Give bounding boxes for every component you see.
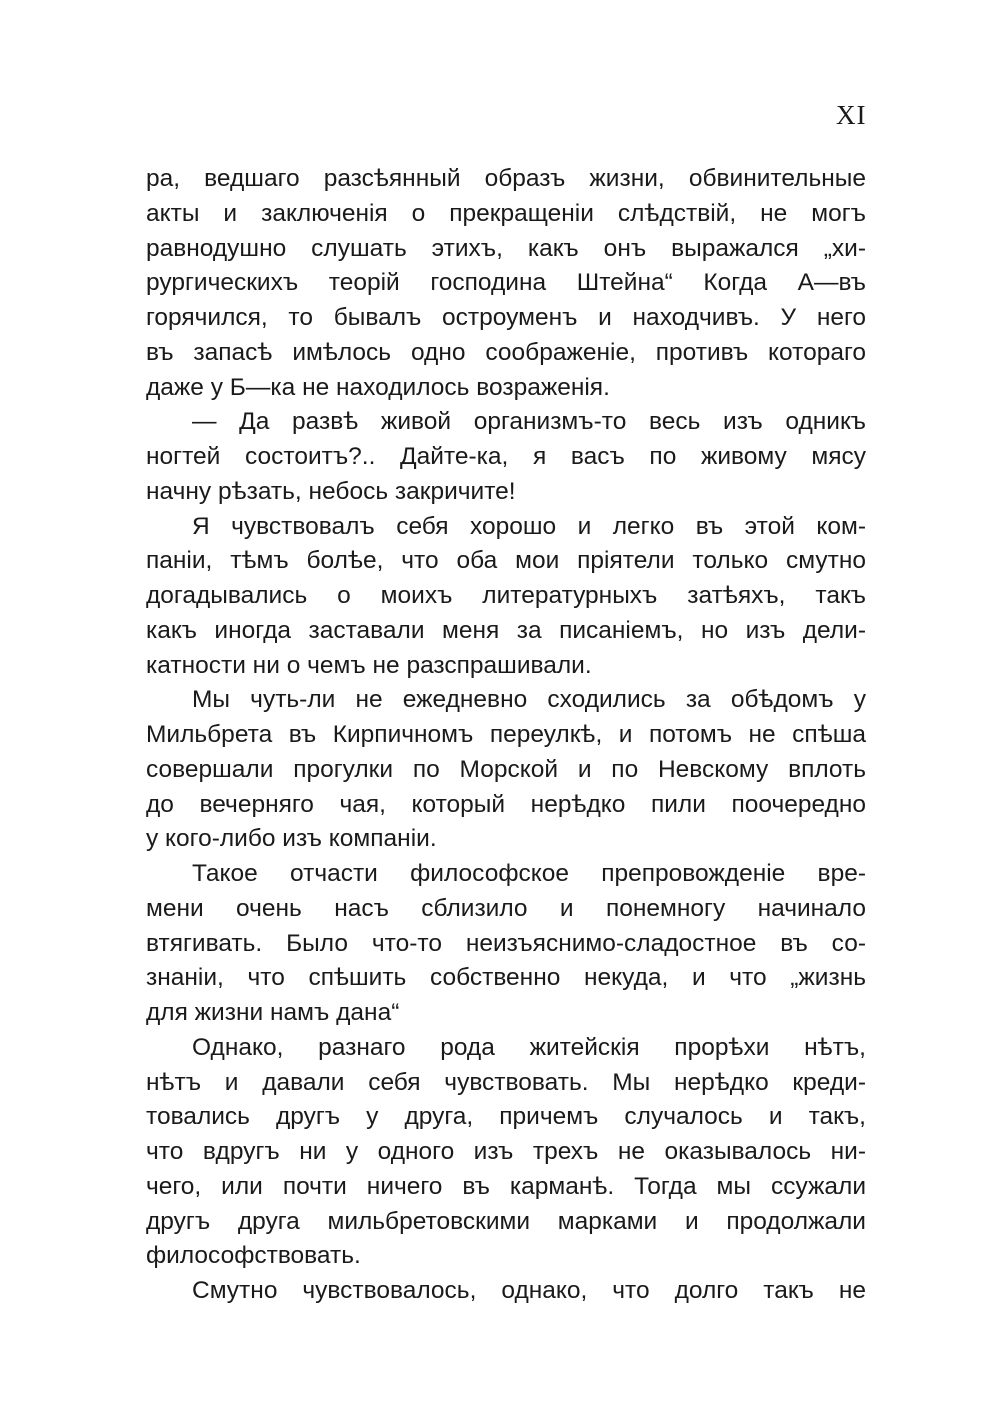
text-line: Смутно чувствовалось, однако, что долго такъ не [192, 1277, 866, 1304]
page-number: XI [836, 100, 867, 130]
text-line: Я чувствовалъ себя хорошо и легко въ этой ком- [192, 512, 866, 540]
text-line: — Да развѣ живой организмъ-то весь изъ одникъ [192, 408, 866, 436]
text-line: паніи, тѣмъ болѣе, что оба мои пріятели только смутно [146, 547, 866, 575]
text-line: горячился, то бывалъ остроуменъ и находчивъ. У него [146, 304, 866, 331]
text-line: Однако, разнаго рода житейскія прорѣхи нѣтъ, [192, 1033, 866, 1061]
text-line: Мы чуть-ли не ежедневно сходились за обѣдомъ у [192, 686, 866, 714]
body-text [146, 162, 866, 1309]
text-line: чего, или почти ничего въ карманѣ. Тогда мы ссужали [146, 1172, 866, 1200]
text-line: ногтей состоитъ?.. Дайте-ка, я васъ по живому мясу [146, 443, 866, 470]
text-line: для жизни намъ дана“ [146, 999, 400, 1026]
text-line: начну рѣзать, небось закричите! [146, 477, 516, 505]
text-line: до вечерняго чая, который нерѣдко пили поочередно [146, 790, 866, 818]
text-line: у кого-либо изъ компаніи. [146, 825, 437, 853]
text-line: акты и заключенія о прекращеніи слѣдствій, не могъ [146, 199, 866, 227]
text-line: мени очень насъ сблизило и понемногу начинало [146, 894, 866, 922]
text-line: что вдругъ ни у одного изъ трехъ не оказывалось ни- [146, 1138, 866, 1165]
text-line: равнодушно слушать этихъ, какъ онъ выражался „хи- [146, 234, 866, 262]
text-line: ра, ведшаго разсѣянный образъ жизни, обвинительные [146, 165, 866, 192]
text-line: товались другъ у друга, причемъ случалось и такъ, [146, 1103, 866, 1131]
text-line: втягивать. Было что-то неизъяснимо-сладостное въ со- [146, 929, 866, 957]
text-line: догадывались о моихъ литературныхъ затѣяхъ, такъ [146, 582, 866, 609]
text-line: въ запасѣ имѣлось одно соображеніе, противъ котораго [146, 338, 866, 366]
text-line: другъ друга мильбретовскими марками и продолжали [146, 1207, 866, 1235]
text-line: философствовать. [146, 1242, 361, 1270]
text-line: рургическихъ теорій господина Штейна“ Когда А—въ [146, 269, 866, 297]
text-line: совершали прогулки по Морской и по Невскому вплоть [146, 755, 866, 783]
text-line: катности ни о чемъ не разспрашивали. [146, 651, 592, 679]
text-line: какъ иногда заставали меня за писаніемъ, но изъ дели- [146, 616, 866, 644]
text-line: даже у Б—ка не находилось возраженія. [146, 373, 610, 401]
text-line: нѣтъ и давали себя чувствовать. Мы нерѣдко креди- [146, 1068, 866, 1096]
text-line: Такое отчасти философское препровожденіе вре- [192, 860, 866, 887]
text-line: Мильбрета въ Кирпичномъ переулкѣ, и потомъ не спѣша [146, 721, 866, 748]
text-line: знаніи, что спѣшить собственно некуда, и что „жизнь [146, 964, 866, 992]
